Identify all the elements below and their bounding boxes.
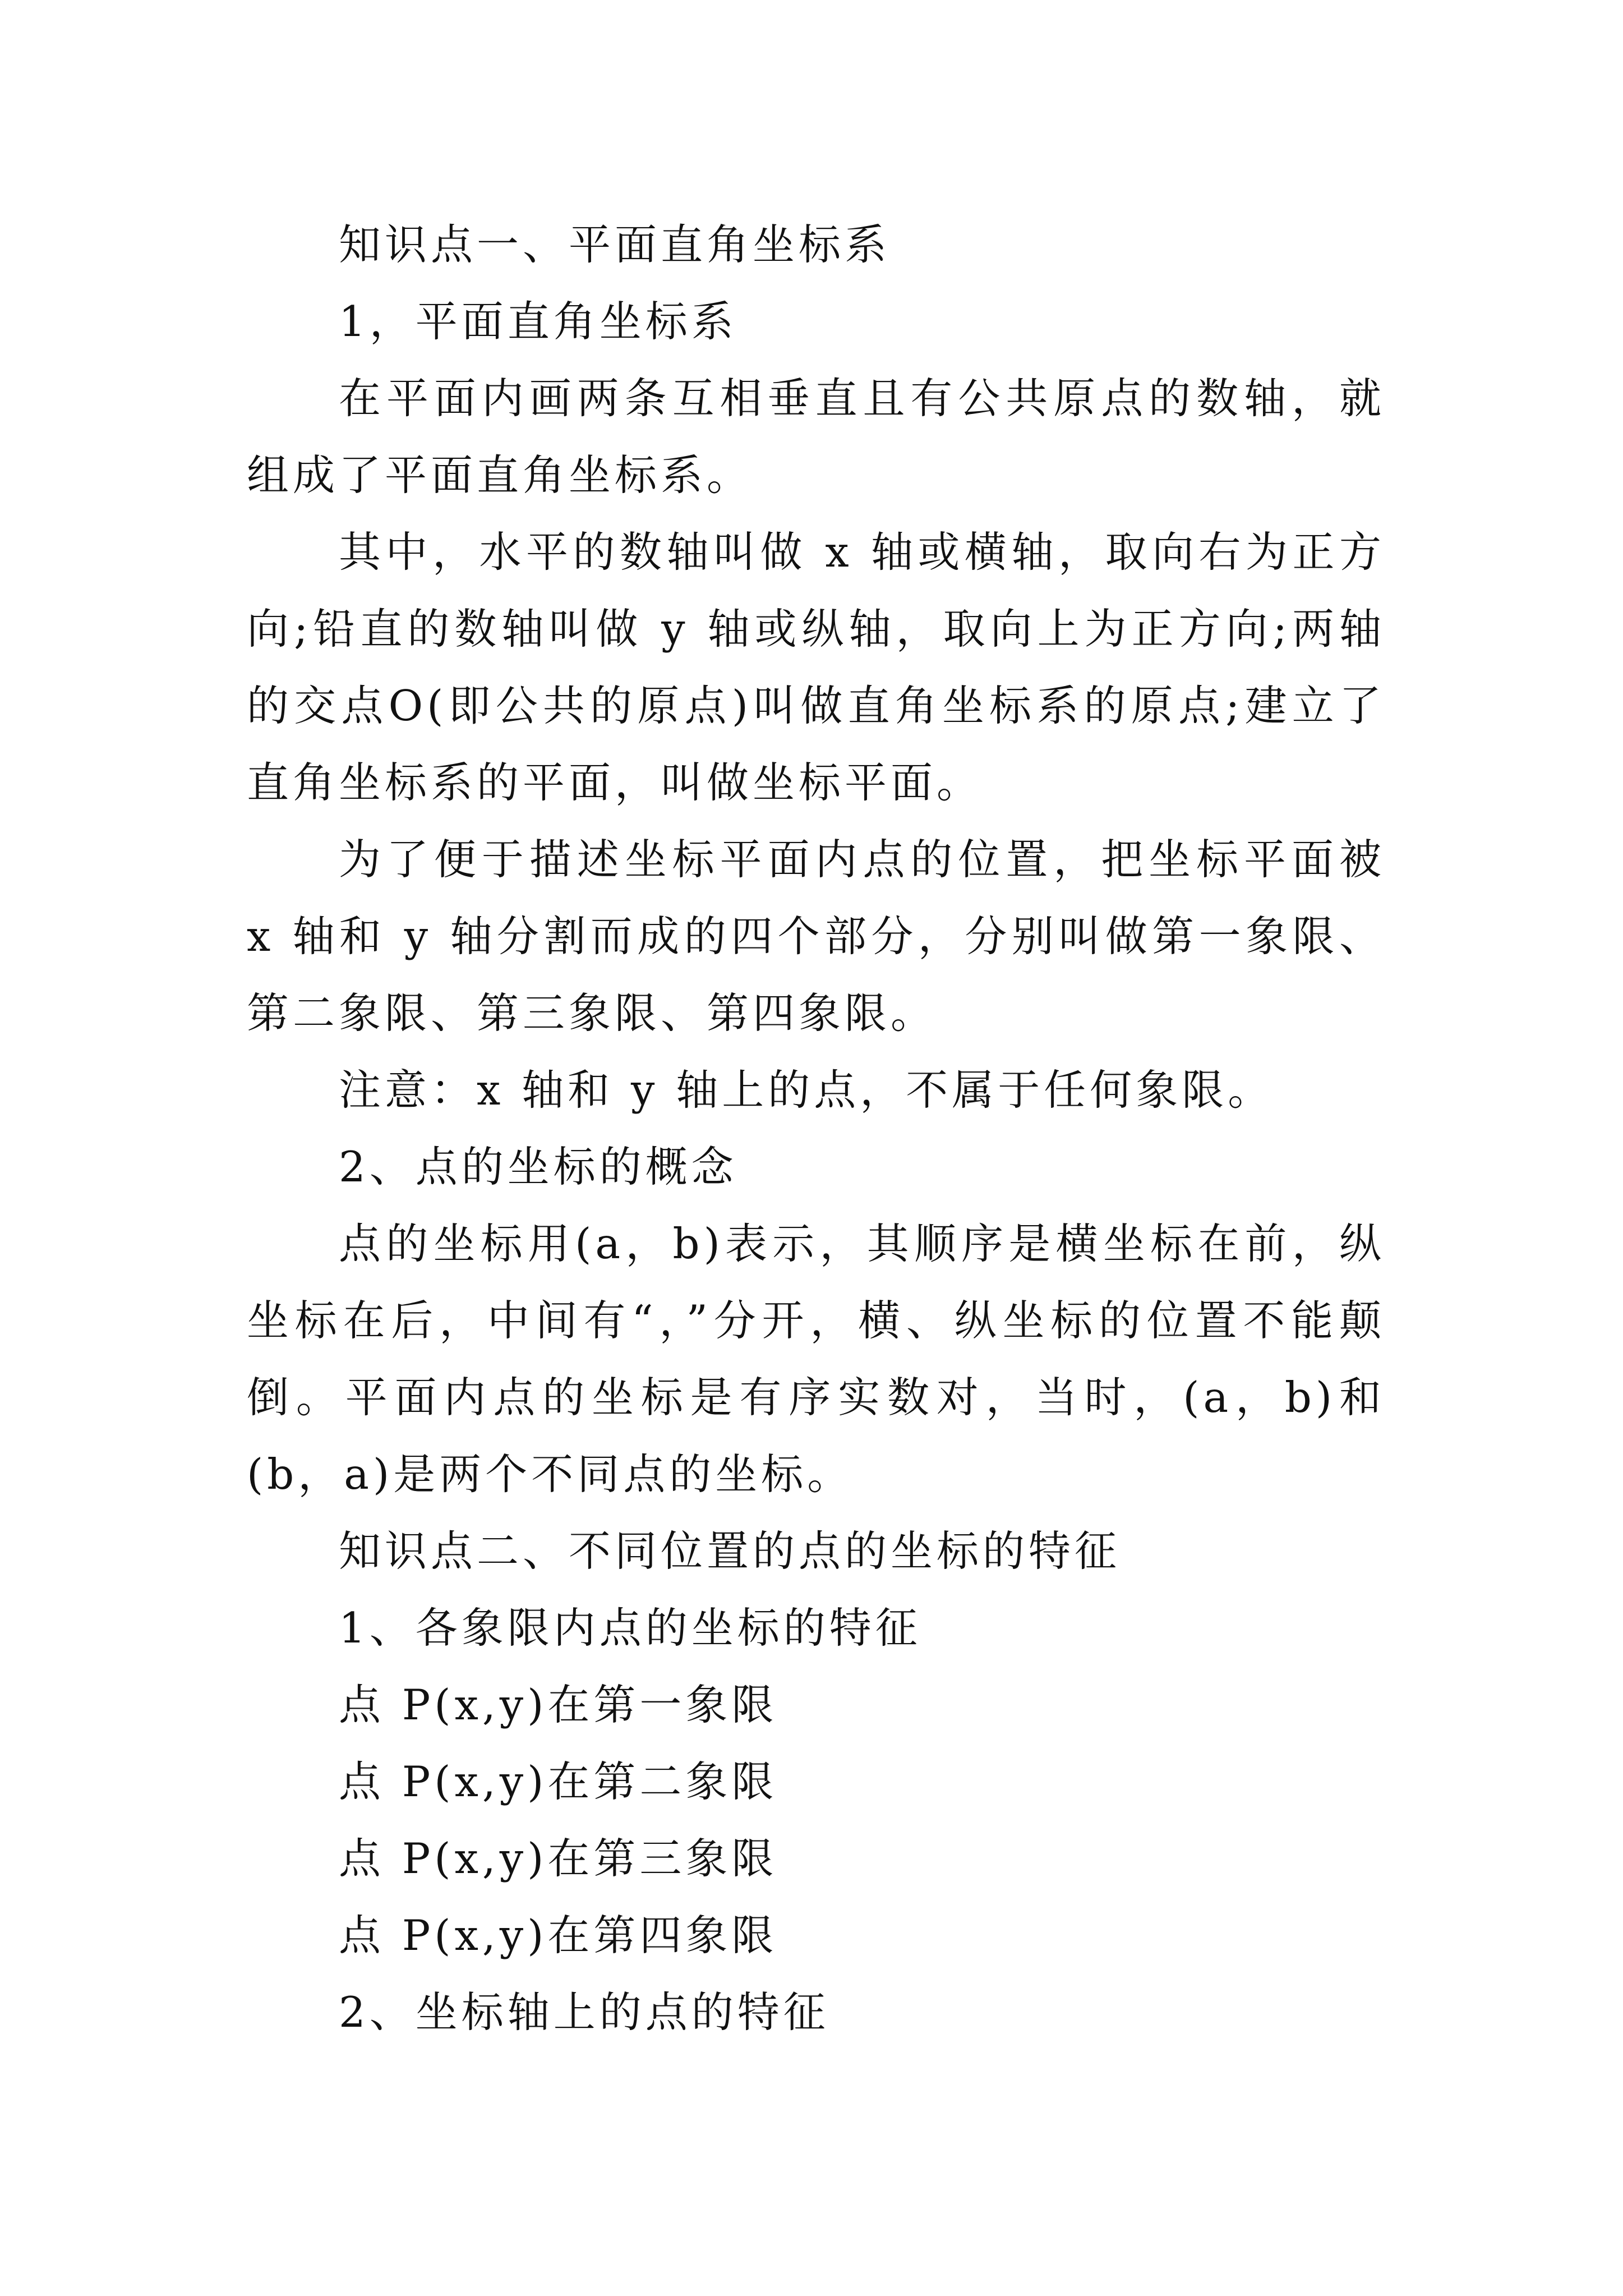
- subheading-coordinate-system: 1，平面直角坐标系: [339, 297, 737, 346]
- line-quadrant-4: 点 P(x,y)在第四象限: [339, 1911, 778, 1960]
- subheading-point-coordinates: 2、点的坐标的概念: [339, 1142, 737, 1191]
- line-quadrant-3: 点 P(x,y)在第三象限: [339, 1834, 778, 1883]
- subheading-quadrant-features: 1、各象限内点的坐标的特征: [339, 1603, 921, 1653]
- paragraph-axes: 其中，水平的数轴叫做 x 轴或横轴，取向右为正方向;铅直的数轴叫做 y 轴或纵轴，取向上为正方向;两轴的交点O(即公共的原点)叫做直角坐标系的原点;建立了直角坐标系的平面，叫做坐标平面。: [247, 527, 1385, 807]
- line-quadrant-2: 点 P(x,y)在第二象限: [339, 1757, 778, 1806]
- paragraph-ordered-pair: 点的坐标用(a，b)表示，其顺序是横坐标在前，纵坐标在后，中间有“，”分开，横、纵坐标的位置不能颠倒。平面内点的坐标是有序实数对，当时，(a，b)和(b，a)是两个不同点的坐标。: [247, 1219, 1385, 1499]
- paragraph-quadrants: 为了便于描述坐标平面内点的位置，把坐标平面被 x 轴和 y 轴分割而成的四个部分，分别叫做第一象限、第二象限、第三象限、第四象限。: [247, 835, 1385, 1038]
- document-body: [247, 206, 1385, 2051]
- subheading-axis-points: 2、坐标轴上的点的特征: [339, 1987, 829, 2037]
- line-quadrant-1: 点 P(x,y)在第一象限: [339, 1680, 778, 1729]
- heading-knowledge-point-2: 知识点二、不同位置的点的坐标的特征: [339, 1526, 1121, 1576]
- paragraph-definition: 在平面内画两条互相垂直且有公共原点的数轴，就组成了平面直角坐标系。: [247, 374, 1385, 500]
- paragraph-note: 注意：x 轴和 y 轴上的点，不属于任何象限。: [339, 1065, 1274, 1115]
- heading-knowledge-point-1: 知识点一、平面直角坐标系: [339, 220, 891, 269]
